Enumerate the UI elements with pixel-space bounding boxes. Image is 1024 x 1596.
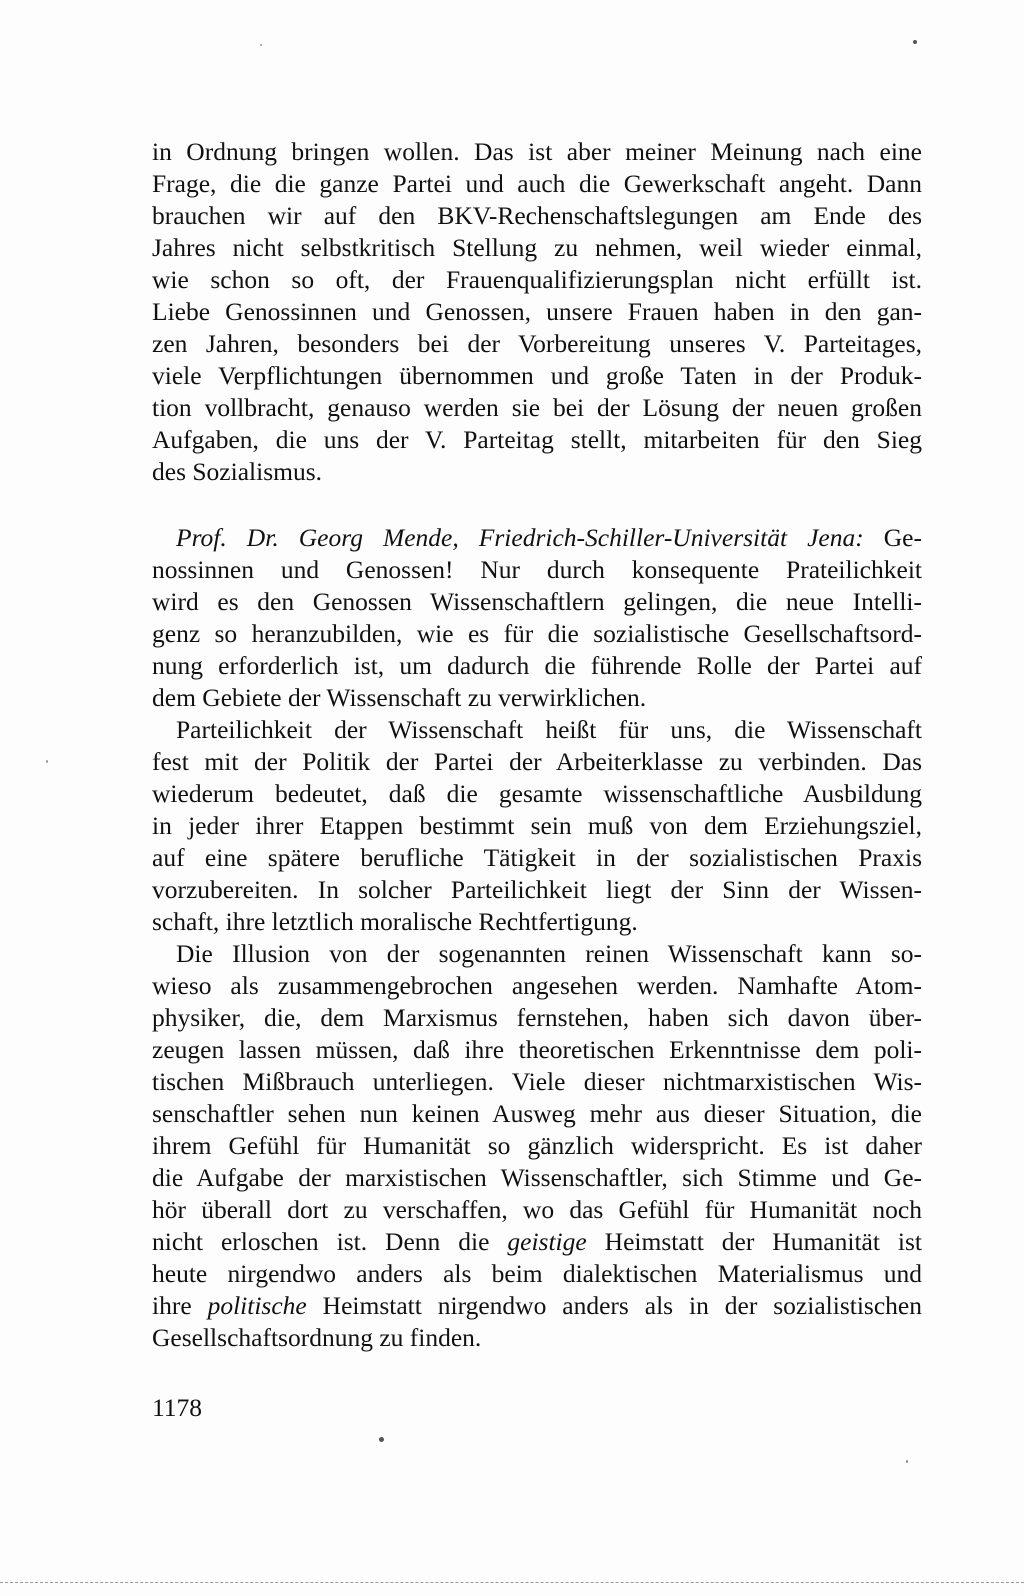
text-line: wie schon so oft, der Frauenqualifizierungsplan nicht erfüllt ist.	[152, 265, 922, 294]
text-line: des Sozialismus.	[152, 457, 322, 486]
text-line: Frage, die die ganze Partei und auch die Gewerkschaft angeht. Dann	[152, 169, 922, 198]
page-number: 1178	[152, 1393, 203, 1422]
speaker-name: Prof. Dr. Georg Mende, Friedrich-Schiller-Universität Jena:	[176, 523, 864, 552]
text-line: Jahres nicht selbstkritisch Stellung zu nehmen, weil wieder einmal,	[152, 233, 922, 262]
text-line: nossinnen und Genossen! Nur durch konsequente Prateilichkeit	[152, 555, 922, 584]
text-line: auf eine spätere berufliche Tätigkeit in der sozialistischen Praxis	[152, 843, 922, 872]
text-line: in jeder ihrer Etappen bestimmt sein muß von dem Erziehungsziel,	[152, 811, 922, 840]
speaker-line	[152, 522, 922, 554]
scan-edge-line	[0, 1582, 1024, 1583]
paragraph-4	[152, 938, 922, 1354]
text-line: Die Illusion von der sogenannten reinen Wissenschaft kann so-	[176, 939, 922, 968]
text-fragment: nicht erloschen ist. Denn die	[152, 1227, 508, 1256]
scan-speck	[46, 760, 48, 763]
emphasis-politische: politische	[207, 1291, 307, 1320]
text-line: vorzubereiten. In solcher Parteilichkeit liegt der Sinn der Wissen-	[152, 875, 922, 904]
text-line: schaft, ihre letztlich moralische Rechtfertigung.	[152, 907, 638, 936]
scan-speck	[913, 40, 917, 44]
text-line: dem Gebiete der Wissenschaft zu verwirklichen.	[152, 683, 647, 712]
text-line: nung erforderlich ist, um dadurch die führende Rolle der Partei auf	[152, 651, 922, 680]
text-line: tion vollbracht, genauso werden sie bei der Lösung der neuen großen	[152, 393, 922, 422]
scan-speck	[260, 44, 262, 46]
text-line: hör überall dort zu verschaffen, wo das Gefühl für Humanität noch	[152, 1195, 922, 1224]
text-fragment: Ge-	[883, 523, 922, 552]
text-line: senschaftler sehen nun keinen Ausweg mehr aus dieser Situation, die	[152, 1099, 922, 1128]
text-line: viele Verpflichtungen übernommen und große Taten in der Produk-	[152, 361, 922, 390]
text-line: brauchen wir auf den BKV-Rechenschaftslegungen am Ende des	[152, 201, 922, 230]
text-line: ihrem Gefühl für Humanität so gänzlich widerspricht. Es ist daher	[152, 1131, 922, 1160]
scan-speck	[906, 1460, 908, 1463]
text-line: fest mit der Politik der Partei der Arbeiterklasse zu verbinden. Das	[152, 747, 922, 776]
text-line: in Ordnung bringen wollen. Das ist aber meiner Meinung nach eine	[152, 137, 922, 166]
scan-speck	[379, 1437, 384, 1442]
text-line: heute nirgendwo anders als beim dialektischen Materialismus und	[152, 1259, 922, 1288]
text-line: Aufgaben, die uns der V. Parteitag stellt, mitarbeiten für den Sieg	[152, 425, 922, 454]
text-fragment: ihre	[152, 1291, 208, 1320]
paragraph-2	[152, 522, 922, 714]
text-line: die Aufgabe der marxistischen Wissenschaftler, sich Stimme und Ge-	[152, 1163, 922, 1192]
text-line: zeugen lassen müssen, daß ihre theoretischen Erkenntnisse dem poli-	[152, 1035, 922, 1064]
text-fragment: Heimstatt der Humanität ist	[586, 1227, 922, 1256]
text-line	[152, 1226, 922, 1258]
text-line: Parteilichkeit der Wissenschaft heißt für uns, die Wissenschaft	[176, 715, 922, 744]
text-line: Gesellschaftsordnung zu finden.	[152, 1323, 482, 1352]
text-line: Liebe Genossinnen und Genossen, unsere Frauen haben in den gan-	[152, 297, 922, 326]
paragraph-3	[152, 714, 922, 938]
text-line: wieso als zusammengebrochen angesehen werden. Namhafte Atom-	[152, 971, 922, 1000]
text-line: tischen Mißbrauch unterliegen. Viele dieser nichtmarxistischen Wis-	[152, 1067, 922, 1096]
text-line	[152, 1290, 922, 1322]
text-line: wird es den Genossen Wissenschaftlern gelingen, die neue Intelli-	[152, 587, 922, 616]
text-line: zen Jahren, besonders bei der Vorbereitung unseres V. Parteitages,	[152, 329, 922, 358]
paragraph-1	[152, 136, 922, 488]
text-fragment: Heimstatt nirgendwo anders als in der sozialistischen	[306, 1291, 922, 1320]
text-line: physiker, die, dem Marxismus fernstehen, haben sich davon über-	[152, 1003, 922, 1032]
emphasis-geistige: geistige	[507, 1227, 587, 1256]
text-line: genz so heranzubilden, wie es für die sozialistische Gesellschaftsord-	[152, 619, 922, 648]
text-line: wiederum bedeutet, daß die gesamte wissenschaftliche Ausbildung	[152, 779, 922, 808]
